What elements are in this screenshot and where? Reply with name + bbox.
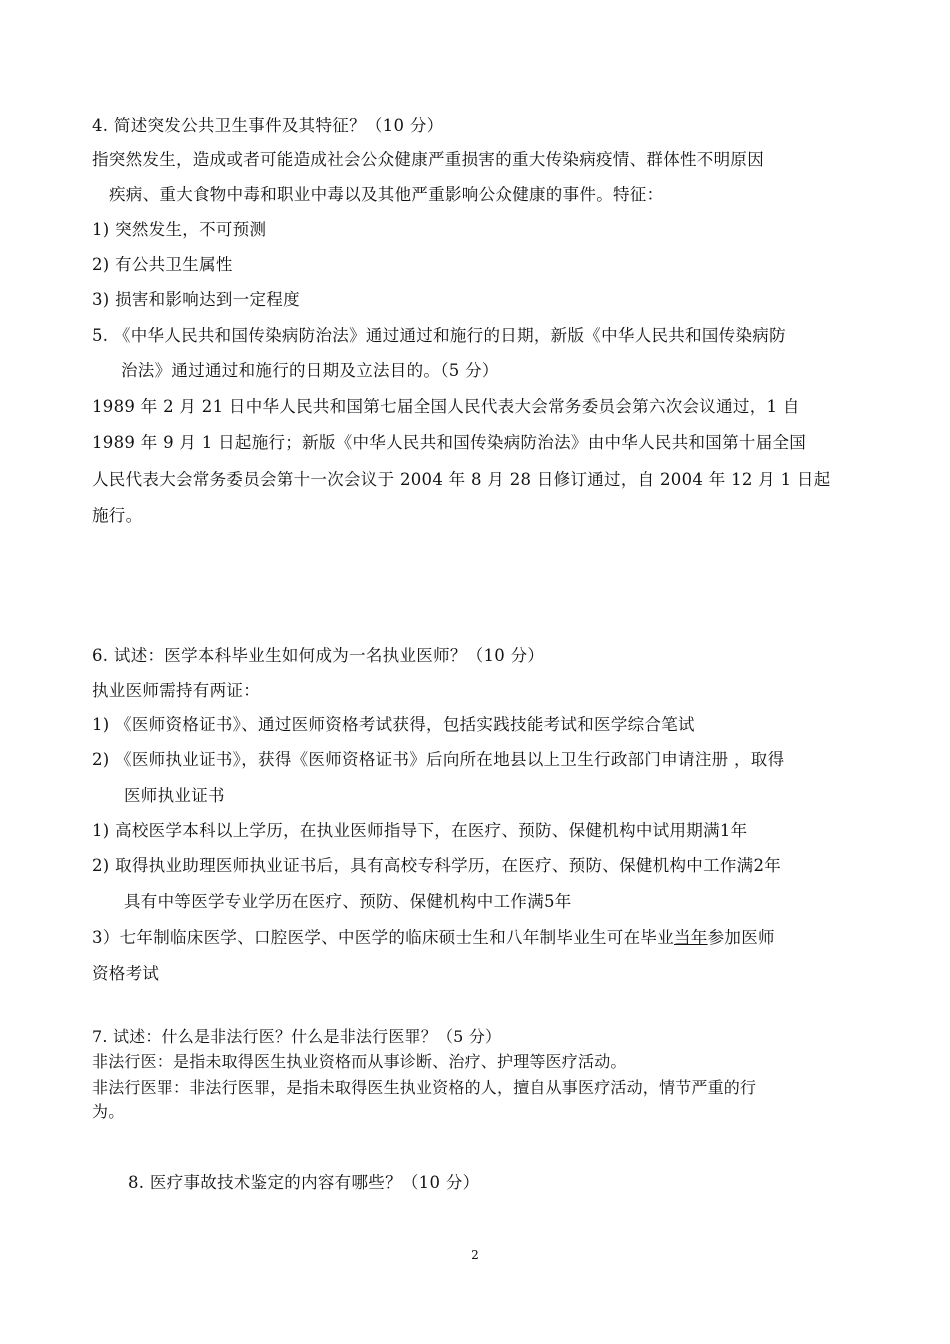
q6-requirement-3-text-end: 参加医师 xyxy=(707,928,775,947)
q4-answer-line-1: 指突然发生，造成或者可能造成社会公众健康严重损害的重大传染病疫情、群体性不明原因 xyxy=(92,150,764,169)
underlined-phrase: 当年 xyxy=(674,928,708,947)
q5-answer-line-3: 人民代表大会常务委员会第十一次会议于 2004 年 8 月 28 日修订通过，自 2004 年 12 月 1 日起 xyxy=(92,470,831,489)
q7-definition-2-line-2: 为。 xyxy=(92,1102,125,1121)
q6-requirement-3-line-2: 资格考试 xyxy=(92,964,160,983)
q4-answer-line-2: 疾病、重大食物中毒和职业中毒以及其他严重影响公众健康的事件。特征： xyxy=(109,185,664,204)
q8-title: 8. 医疗事故技术鉴定的内容有哪些？（10 分） xyxy=(128,1173,480,1192)
q4-item-3: 3) 损害和影响达到一定程度 xyxy=(92,290,300,309)
q6-title: 6. 试述：医学本科毕业生如何成为一名执业医师？（10 分） xyxy=(92,646,545,665)
q6-intro: 执业医师需持有两证： xyxy=(92,681,260,700)
q6-requirement-3-line-1 xyxy=(92,927,775,949)
q5-answer-line-4: 施行。 xyxy=(92,506,143,525)
q5-title-line-2: 治法》通过通过和施行的日期及立法目的。（5 分） xyxy=(121,361,499,380)
q4-item-2: 2) 有公共卫生属性 xyxy=(92,255,233,274)
q6-cert-2-line-2: 医师执业证书 xyxy=(124,786,225,805)
q7-definition-2-line-1: 非法行医罪：非法行医罪，是指未取得医生执业资格的人，擅自从事医疗活动，情节严重的行 xyxy=(92,1078,757,1097)
page-number: 2 xyxy=(471,1248,479,1262)
q6-requirement-1: 1) 高校医学本科以上学历，在执业医师指导下，在医疗、预防、保健机构中试用期满1年 xyxy=(92,821,748,840)
q5-title-line-1: 5. 《中华人民共和国传染病防治法》通过通过和施行的日期，新版《中华人民共和国传染病防 xyxy=(92,326,786,345)
q5-answer-line-2: 1989 年 9 月 1 日起施行；新版《中华人民共和国传染病防治法》由中华人民共和国第十届全国 xyxy=(92,433,807,452)
q6-cert-1: 1) 《医师资格证书》、通过医师资格考试获得，包括实践技能考试和医学综合笔试 xyxy=(92,715,695,734)
q5-answer-line-1: 1989 年 2 月 21 日中华人民共和国第七届全国人民代表大会常务委员会第六次会议通过，1 自 xyxy=(92,397,800,416)
q6-requirement-3-text: 3）七年制临床医学、口腔医学、中医学的临床硕士生和八年制毕业生可在毕业 xyxy=(92,928,674,947)
q6-requirement-2-line-1: 2) 取得执业助理医师执业证书后，具有高校专科学历，在医疗、预防、保健机构中工作满2年 xyxy=(92,856,782,875)
q7-title: 7. 试述：什么是非法行医？什么是非法行医罪？（5 分） xyxy=(92,1027,502,1046)
q6-cert-2-line-1: 2) 《医师执业证书》，获得《医师资格证书》后向所在地县以上卫生行政部门申请注册 ，取得 xyxy=(92,750,785,769)
q7-definition-1: 非法行医：是指未取得医生执业资格而从事诊断、治疗、护理等医疗活动。 xyxy=(92,1052,627,1071)
q4-item-1: 1) 突然发生，不可预测 xyxy=(92,220,267,239)
q6-requirement-2-line-2: 具有中等医学专业学历在医疗、预防、保健机构中工作满5年 xyxy=(124,892,572,911)
q4-title: 4. 简述突发公共卫生事件及其特征？（10 分） xyxy=(92,116,444,135)
